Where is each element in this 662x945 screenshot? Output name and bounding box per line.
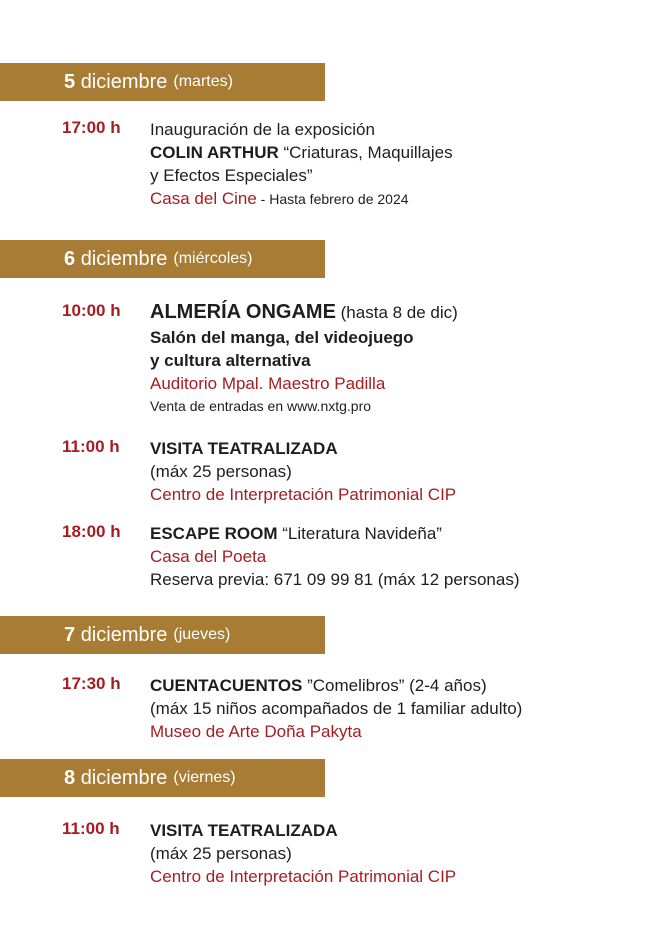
day-banner-6 <box>0 240 325 278</box>
event-title: ALMERÍA ONGAME <box>150 301 336 323</box>
event-venue: Casa del Cine <box>150 189 257 208</box>
day-month: diciembre <box>80 70 168 93</box>
event-title: ESCAPE ROOM <box>150 524 278 543</box>
event-title-note: (hasta 8 de dic) <box>335 303 458 322</box>
event-time: 17:00 h <box>62 118 121 137</box>
event-time: 17:30 h <box>62 674 121 693</box>
event-time: 11:00 h <box>62 437 120 456</box>
event-line: (máx 25 personas) <box>150 462 292 481</box>
event-title: COLIN ARTHUR <box>150 143 279 162</box>
event-venue: Centro de Interpretación Patrimonial CIP <box>150 485 457 504</box>
event-note: Reserva previa: 671 09 99 81 (máx 12 personas) <box>150 570 520 589</box>
weekday: (viernes) <box>173 769 236 786</box>
weekday: (martes) <box>173 73 233 90</box>
event-subtitle: “Criaturas, Maquillajes <box>278 143 453 162</box>
event-time: 10:00 h <box>62 301 121 320</box>
day-banner-8 <box>0 759 325 797</box>
event-venue: Museo de Arte Doña Pakyta <box>150 722 362 741</box>
event-note: Venta de entradas en www.nxtg.pro <box>150 398 372 414</box>
day-number: 7 <box>64 623 76 646</box>
event-time: 11:00 h <box>62 819 120 838</box>
weekday: (miércoles) <box>173 250 253 267</box>
event-venue: Auditorio Mpal. Maestro Padilla <box>150 374 386 393</box>
day-banner-5 <box>0 63 325 101</box>
day-month: diciembre <box>80 623 168 646</box>
event-line: Salón del manga, del videojuego <box>150 328 414 347</box>
venue-note: - Hasta febrero de 2024 <box>256 191 409 207</box>
weekday: (jueves) <box>173 626 231 643</box>
event-line: y cultura alternativa <box>150 351 311 370</box>
event-line: (máx 25 personas) <box>150 844 292 863</box>
event-venue: Centro de Interpretación Patrimonial CIP <box>150 867 457 886</box>
event-time: 18:00 h <box>62 522 121 541</box>
day-number: 6 <box>64 247 76 270</box>
event-venue: Casa del Poeta <box>150 547 267 566</box>
day-month: diciembre <box>80 766 168 789</box>
day-number: 5 <box>64 70 76 93</box>
event-title: VISITA TEATRALIZADA <box>150 439 338 458</box>
day-month: diciembre <box>80 247 168 270</box>
event-line: Inauguración de la exposición <box>150 120 375 139</box>
event-subtitle-cont: y Efectos Especiales” <box>150 166 313 185</box>
day-number: 8 <box>64 766 76 789</box>
event-subtitle: ”Comelibros” <box>302 676 405 695</box>
event-subtitle: “Literatura Navideña” <box>277 524 442 543</box>
event-title-note: (2-4 años) <box>404 676 487 695</box>
event-line: (máx 15 niños acompañados de 1 familiar adulto) <box>150 699 523 718</box>
event-title: VISITA TEATRALIZADA <box>150 821 338 840</box>
event-title: CUENTACUENTOS <box>150 676 303 695</box>
day-banner-7 <box>0 616 325 654</box>
